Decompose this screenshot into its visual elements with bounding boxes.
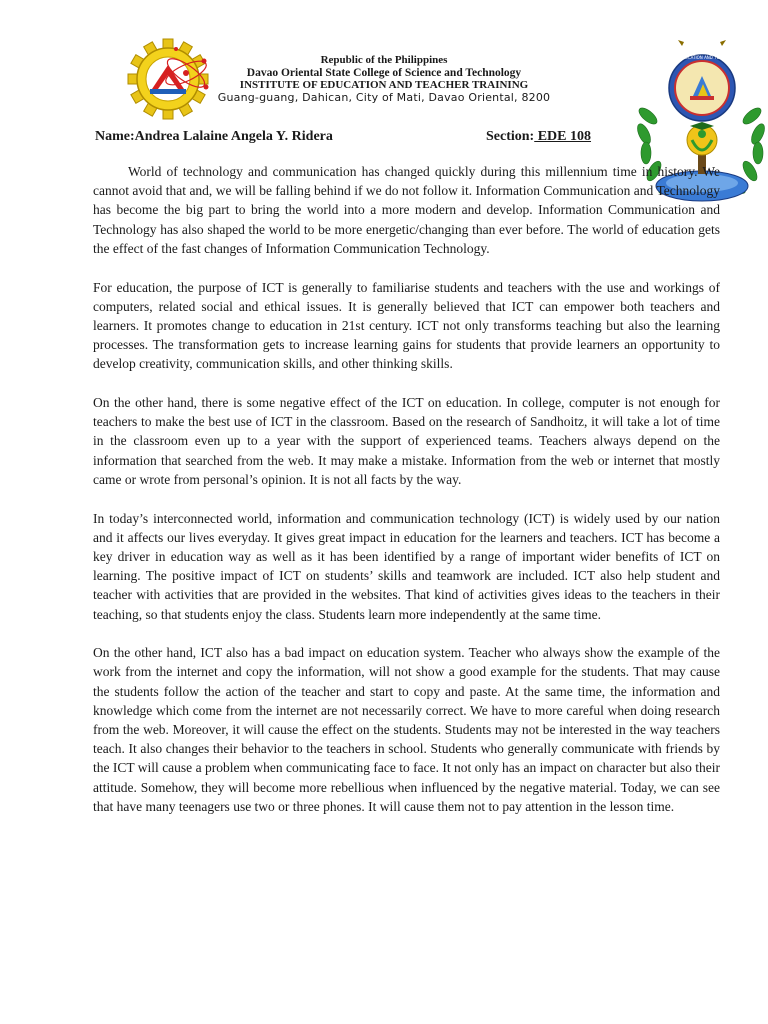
paragraph-1: World of technology and communication has changed quickly during this millennium time in history. We cannot avoid that and, we will be falling behind if we do not follow it. Information Communication and Technology has become the big part to bring the world into a more modern and develop. Information Communication and Technology has also shaped the world to be more energetic/changing than ever before. The world of education gets the effect of the fast changes of Information Communication Technology. (93, 164, 720, 256)
section-label: Section: (486, 129, 535, 144)
seal-text: INSTITUTE OF EDUCATION AND TEACHER TRAINING (650, 55, 754, 60)
name-label: Name: (95, 129, 135, 144)
letterhead (0, 54, 768, 104)
student-info-line (95, 129, 675, 145)
paragraph-5: On the other hand, ICT also has a bad impact on education system. Teacher who always show the example of the work from the internet and copy the information, will not show a good example for the students. That may cause the students follow the action of the teacher and start to copy and paste. At the same time, the information and knowledge which come from the internet are not necessarily correct. We have to more careful when doing research from the web. Moreover, it will cause the effect on the students. Students may not be interested in the way teachers teach. It also changes their behavior to the teachers in school. Students who generally communicate with friends by the ICT will cause a problem when communicating face to face. It not only has an impact on character but also their attitude. Somehow, they will become more rebellious when influenced by the negative material. Today, we can see that have many teenagers use two or three phones. It will cause them not to pay attention in the lesson time. (93, 645, 720, 814)
college-name: Davao Oriental State College of Science and Technology (246, 66, 522, 79)
student-name: Andrea Lalaine Angela Y. Ridera (134, 129, 333, 144)
address-line: Guang-guang, Dahican, City of Mati, Davao Oriental, 8200 (217, 90, 551, 104)
republic-line: Republic of the Philippines (320, 54, 448, 66)
paragraph-2: For education, the purpose of ICT is generally to familiarise students and teachers with the use and workings of computers, related social and ethical issues. It is generally believed that ICT can empower both teachers and learners. It promotes change to education in 21st century. ICT not only transforms teaching but also the learning processes. The transformation gets to increase learning gains for students that provide learners an opportunity to develop creativity, communication skills, and other thinking skills. (93, 279, 720, 372)
section-info (486, 129, 591, 145)
paragraph-4: In today’s interconnected world, information and communication technology (ICT) is widely used by our nation and it affects our lives everyday. It gives great impact in education for the learners and teachers. ICT has become a key driver in education way as well as it has been identified by a range of important wider benefits of ICT on learning. The positive impact of ICT on students’ skills and teamwork are included. ICT also help student and teacher with activities that are provided in the websites. That kind of activities gives ideas to the teachers in their teaching, so that students enjoy the class. Students learn more independently at the same time. (93, 510, 720, 622)
essay-body (93, 162, 720, 836)
paragraph-3: On the other hand, there is some negative effect of the ICT on education. In college, computer is not enough for teachers to make the best use of ICT in the classroom. Based on the research of Sandhoitz, it will take a lot of time in the classroom even up to a year with the support of experienced teams. Teachers always depend on the information that searched from the web. It may make a mistake. Information from the web or internet that mostly came or wrote from personal’s opinion. It is not all facts by the way. (93, 395, 720, 487)
institute-name: INSTITUTE OF EDUCATION AND TEACHER TRAINING (239, 79, 529, 91)
section-code: EDE 108 (534, 129, 592, 144)
